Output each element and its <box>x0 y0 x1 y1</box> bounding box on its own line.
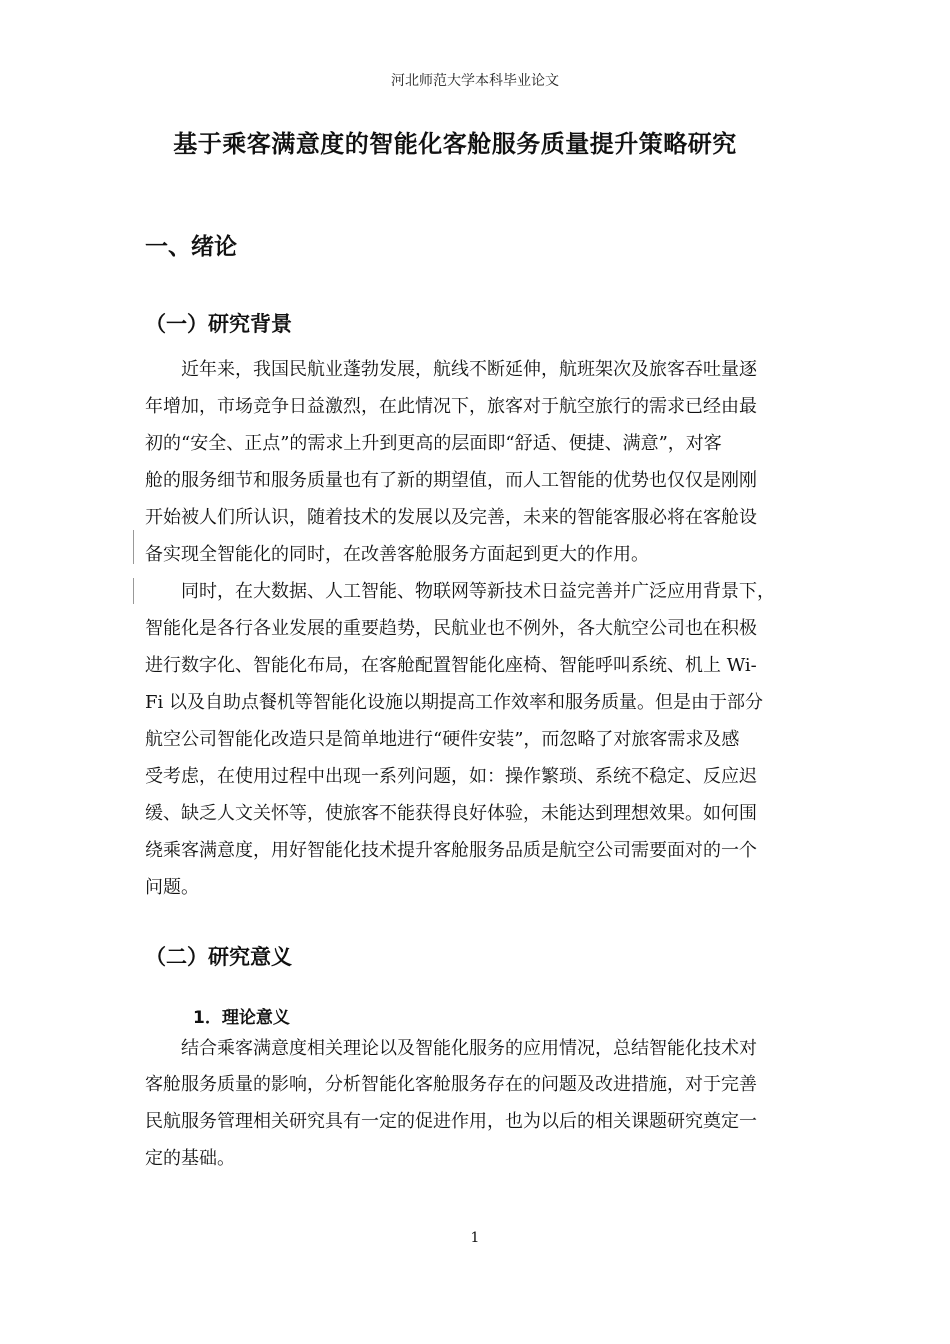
text-line: 近年来，我国民航业蓬勃发展，航线不断延伸，航班架次及旅客吞吐量逐 <box>181 359 757 380</box>
text-line: 初的“安全、正点”的需求上升到更高的层面即“舒适、便捷、满意”，对客 <box>145 433 722 454</box>
text-line: 问题。 <box>145 877 199 898</box>
text-line: 进行数字化、智能化布局，在客舱配置智能化座椅、智能呼叫系统、机上 Wi- <box>145 655 757 676</box>
text-line: Fi 以及自助点餐机等智能化设施以期提高工作效率和服务质量。但是由于部分 <box>145 692 763 713</box>
text-line: 缓、缺乏人文关怀等，使旅客不能获得良好体验，未能达到理想效果。如何围 <box>145 803 757 824</box>
text-line: 定的基础。 <box>145 1148 235 1169</box>
text-line: 备实现全智能化的同时，在改善客舱服务方面起到更大的作用。 <box>145 544 649 565</box>
text-line: 智能化是各行各业发展的重要趋势，民航业也不例外，各大航空公司也在积极 <box>145 618 757 639</box>
text-line: 开始被人们所认识，随着技术的发展以及完善，未来的智能客服必将在客舱设 <box>145 507 757 528</box>
text-line: 受考虑，在使用过程中出现一系列问题，如：操作繁琐、系统不稳定、反应迟 <box>145 766 757 787</box>
subsubsection-heading-theory: 1．理论意义 <box>193 1008 290 1028</box>
text-line: 同时，在大数据、人工智能、物联网等新技术日益完善并广泛应用背景下， <box>181 581 775 602</box>
running-header: 河北师范大学本科毕业论文 <box>391 73 559 89</box>
text-line: 民航服务管理相关研究具有一定的促进作用，也为以后的相关课题研究奠定一 <box>145 1111 757 1132</box>
text-line: 客舱服务质量的影响，分析智能化客舱服务存在的问题及改进措施，对于完善 <box>145 1074 757 1095</box>
section-heading-intro: 一、绪论 <box>145 234 237 260</box>
text-line: 舱的服务细节和服务质量也有了新的期望值，而人工智能的优势也仅仅是刚刚 <box>145 470 757 491</box>
text-line: 绕乘客满意度，用好智能化技术提升客舱服务品质是航空公司需要面对的一个 <box>145 840 757 861</box>
text-line: 年增加，市场竞争日益激烈，在此情况下，旅客对于航空旅行的需求已经由最 <box>145 396 757 417</box>
subsection-heading-background: （一）研究背景 <box>145 312 292 336</box>
text-line: 航空公司智能化改造只是简单地进行“硬件安装”，而忽略了对旅客需求及感 <box>145 729 740 750</box>
subsection-heading-significance: （二）研究意义 <box>145 945 292 969</box>
page-number: 1 <box>470 1230 480 1246</box>
text-line: 结合乘客满意度相关理论以及智能化服务的应用情况，总结智能化技术对 <box>181 1038 757 1059</box>
margin-change-bar <box>133 530 134 564</box>
paper-title: 基于乘客满意度的智能化客舱服务质量提升策略研究 <box>173 130 737 158</box>
margin-change-bar <box>133 578 134 604</box>
